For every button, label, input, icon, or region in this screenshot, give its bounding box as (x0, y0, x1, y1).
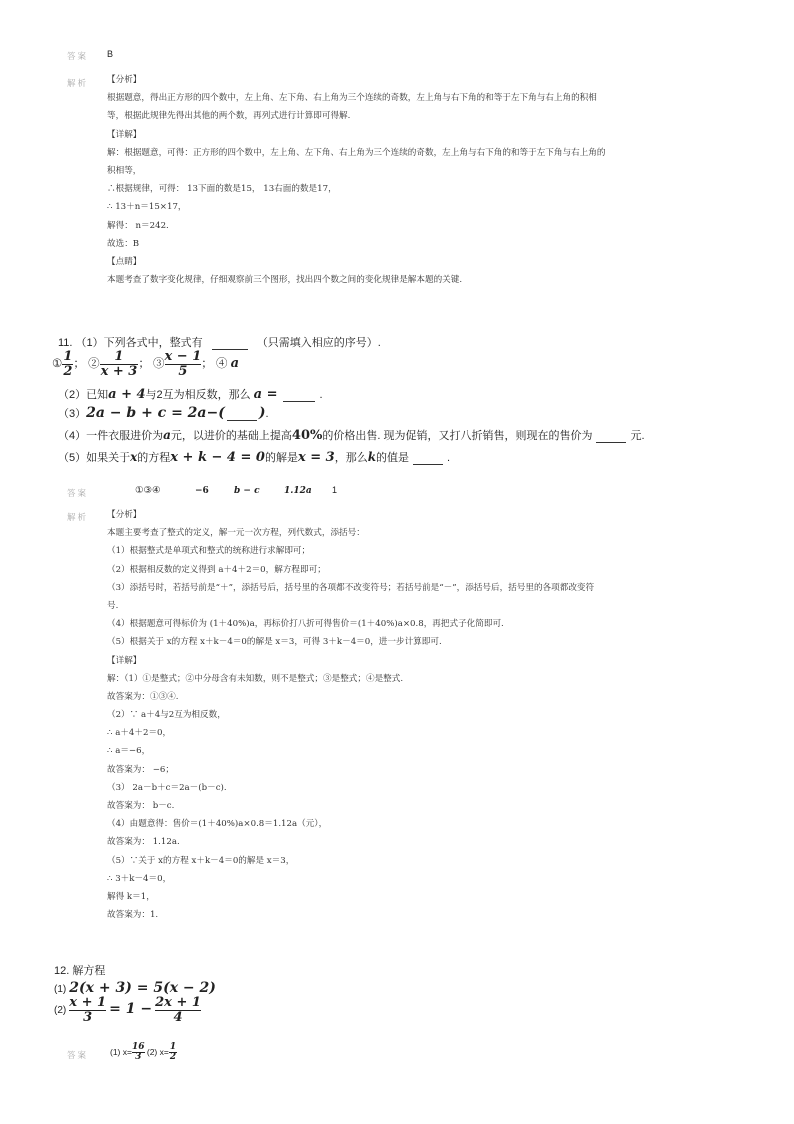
p2-prefix: （2）已知 (58, 389, 109, 401)
q10-line: 根据题意，得出正方形的四个数中，左上角、左下角、右上角为三个连续的奇数，左上角与右下角的和等于左下角与右上角的积相 (107, 93, 597, 104)
answer-1-prefix: (1) x= (110, 1047, 132, 1058)
q11-answer-3: b − c (234, 486, 260, 496)
answer-label: 答案 (67, 1050, 89, 1060)
answer-2-fraction (169, 1043, 177, 1063)
frac-numerator: 1 (63, 349, 73, 364)
p2-end: . (319, 389, 323, 401)
q11-title-tail: （只需填入相应的序号）. (256, 337, 381, 349)
q11-line: 号. (107, 600, 119, 611)
q11-blank-3 (227, 408, 257, 421)
option-1-marker: ① (52, 358, 63, 371)
q11-line: 解：（1）①是整式；②中分母含有未知数，则不是整式；③是整式；④是整式. (107, 673, 404, 684)
q11-line: 故答案为： b－c. (107, 801, 175, 811)
q10-line: ∴根据规律，可得： 13下面的数是15， 13右面的数是17， (107, 184, 337, 195)
q11-line: （3）添括号时，若括号前是“＋”，添括号后，括号里的各项都不改变符号；若括号前是“－”，添括号后，括号里的各项都改变符 (107, 582, 595, 593)
q11-line: （5）根据关于 x的方程 x＋k－4＝0的解是 x＝3，可得 3＋k－4＝0，进一步计算即可. (107, 637, 442, 648)
q11-line: ∴ a＝−6， (107, 746, 151, 757)
answer-label: 答案 (67, 488, 89, 498)
p5-middle-3: ，那么 (334, 452, 368, 464)
q11-line: （5）∵关于 x的方程 x＋k－4＝0的解是 x＝3， (107, 855, 295, 866)
q11-answer-2: −6 (195, 486, 209, 496)
q12-equation-2 (54, 996, 201, 1024)
option-4-expression: a (230, 356, 240, 372)
q10-line: 解：根据题意，可得：正方形的四个数中，左上角、左下角、右上角为三个连续的奇数，左上角与右下角的和等于左下角与右上角的 (107, 147, 606, 158)
eq1-number: (1) (54, 984, 67, 995)
option-3-marker: ③ (153, 358, 165, 371)
q11-line: ∴ 3＋k－4＝0， (107, 873, 172, 884)
p4-var-a: a (163, 428, 171, 442)
option-1-fraction (62, 350, 73, 378)
frac-numerator: 16 (131, 1042, 145, 1052)
q11-part-2 (58, 386, 323, 402)
q11-line: （3） 2a－b＋c＝2a－(b－c). (107, 782, 227, 793)
frac-denominator: 2 (63, 363, 73, 379)
eq1-expression: 2(x + 3) = 5(x − 2) (69, 980, 216, 996)
q11-title (58, 334, 381, 350)
frac-numerator: 2x + 1 (155, 995, 201, 1010)
separator: ； (138, 358, 150, 371)
q11-line: 解得 k＝1， (107, 891, 155, 902)
analysis-label: 解析 (67, 78, 89, 88)
eq2-number: (2) (54, 1005, 67, 1017)
q11-part-5 (58, 449, 450, 465)
frac-denominator: 2 (169, 1052, 177, 1063)
eq2-middle: = 1 − (109, 1001, 153, 1018)
p5-prefix: （5）如果关于 (58, 452, 131, 464)
q10-line: 积相等， (107, 165, 142, 176)
option-4-marker: ④ (215, 358, 228, 371)
p4-prefix: （4）一件衣服进价为 (58, 430, 164, 442)
p4-middle: 元，以进价的基础上提高 (170, 430, 292, 442)
q10-line: 【详解】 (107, 129, 142, 140)
frac-numerator: x + 1 (69, 995, 107, 1010)
q10-line: 等，根据此规律先得出其他的两个数，再列式进行计算即可得解. (107, 111, 351, 122)
q11-answer-1: ①③④ (135, 485, 161, 496)
p2-expression: a + 4 (108, 387, 146, 402)
option-3-fraction (165, 350, 202, 378)
p5-middle: 的方程 (137, 452, 171, 464)
p4-tail: 的价格出售. 现为促销，又打八折销售，则现在的售价为 (322, 430, 593, 442)
q11-blank-2 (283, 389, 315, 402)
q10-line: 本题考查了数字变化规律，仔细观察前三个图形，找出四个数之间的变化规律是解本题的关键. (107, 275, 463, 286)
q11-options (52, 350, 239, 378)
p3-expression: 2a − b + c = 2a−( (86, 405, 225, 421)
q11-line: 故答案为：①③④. (107, 691, 179, 702)
p5-solution: x = 3 (297, 450, 335, 465)
analysis-label: 解析 (67, 512, 89, 522)
eq2-left-fraction (69, 996, 106, 1024)
p5-var-x: x (130, 450, 138, 464)
q10-analysis (107, 74, 605, 292)
q11-answer-4: 1.12a (284, 486, 312, 496)
option-2-fraction (100, 350, 139, 378)
q12-answer (110, 1043, 177, 1063)
frac-denominator: 3 (132, 1052, 145, 1062)
answer-2-prefix: (2) x= (146, 1047, 169, 1058)
q10-line: 【分析】 (107, 75, 142, 85)
q10-line: 【点睛】 (107, 256, 142, 267)
frac-numerator: x − 1 (164, 349, 202, 364)
q11-line: ∴ a＋4＋2＝0， (107, 728, 172, 739)
p3-prefix: （3） (58, 408, 87, 420)
q11-blank-4 (596, 430, 626, 443)
frac-denominator: 4 (155, 1010, 201, 1025)
q10-line: ∴ 13＋n＝15×17， (107, 202, 187, 213)
q10-line: 故选：B (107, 238, 140, 249)
q11-line: 故答案为： −6； (107, 764, 174, 775)
frac-denominator: 3 (69, 1010, 106, 1025)
p4-percent: 40% (291, 428, 323, 443)
frac-denominator: x + 3 (100, 363, 138, 379)
q11-line: 本题主要考查了整式的定义，解一元一次方程，列代数式，添括号： (107, 528, 365, 539)
q11-blank-1 (212, 337, 248, 350)
eq2-right-fraction (155, 996, 201, 1024)
p5-equation: x + k − 4 = 0 (170, 450, 265, 465)
p2-middle: 与2互为相反数，那么 (145, 389, 251, 401)
q11-blank-5 (413, 452, 443, 465)
q11-part-4 (58, 427, 645, 443)
q11-title-text: 11. （1）下列各式中，整式有 (58, 337, 203, 349)
q11-line: 【分析】 (107, 510, 142, 520)
q11-line: 故答案为： 1.12a. (107, 837, 180, 848)
q12-title: 12. 解方程 (54, 965, 106, 977)
q11-line: （4）根据题意可得标价为 (1＋40%)a，再标价打八折可得售价＝(1＋40%)a×0.8，再把式子化简即可. (107, 619, 504, 630)
separator: ； (73, 358, 85, 371)
q11-line: 故答案为：1. (107, 910, 159, 921)
q11-line: （1）根据整式是单项式和整式的统称进行求解即可； (107, 546, 311, 557)
p5-end: . (447, 452, 451, 464)
separator: ； (201, 358, 213, 371)
q11-line: （4）由题意得：售价＝(1＋40%)a×0.8＝1.12a（元）， (107, 819, 328, 830)
p5-var-k: k (367, 450, 377, 464)
answer-label: 答案 (67, 51, 89, 61)
p5-middle-2: 的解是 (264, 452, 298, 464)
q11-line: （2）根据相反数的定义得到 a＋4＋2＝0，解方程即可； (107, 564, 326, 575)
q12-equation-1 (54, 980, 216, 996)
q11-line: 【详解】 (107, 655, 142, 666)
p5-tail: 的值是 (376, 452, 410, 464)
frac-numerator: 1 (114, 349, 124, 364)
p2-lhs: a = (253, 387, 278, 402)
q10-line: 解得： n＝242. (107, 220, 169, 231)
q11-analysis (107, 509, 594, 927)
q10-answer: B (107, 49, 114, 59)
q11-answer-5: 1 (332, 485, 338, 495)
p3-end: . (265, 408, 269, 420)
frac-numerator: 1 (169, 1042, 177, 1052)
answer-1-fraction (132, 1043, 145, 1063)
option-2-marker: ② (88, 358, 100, 371)
p3-close-paren: ) (258, 405, 266, 421)
p4-end: 元. (630, 430, 645, 442)
q11-part-3 (58, 405, 269, 421)
frac-denominator: 5 (165, 364, 202, 379)
q11-line: （2）∵ a＋4与2互为相反数， (107, 710, 226, 721)
